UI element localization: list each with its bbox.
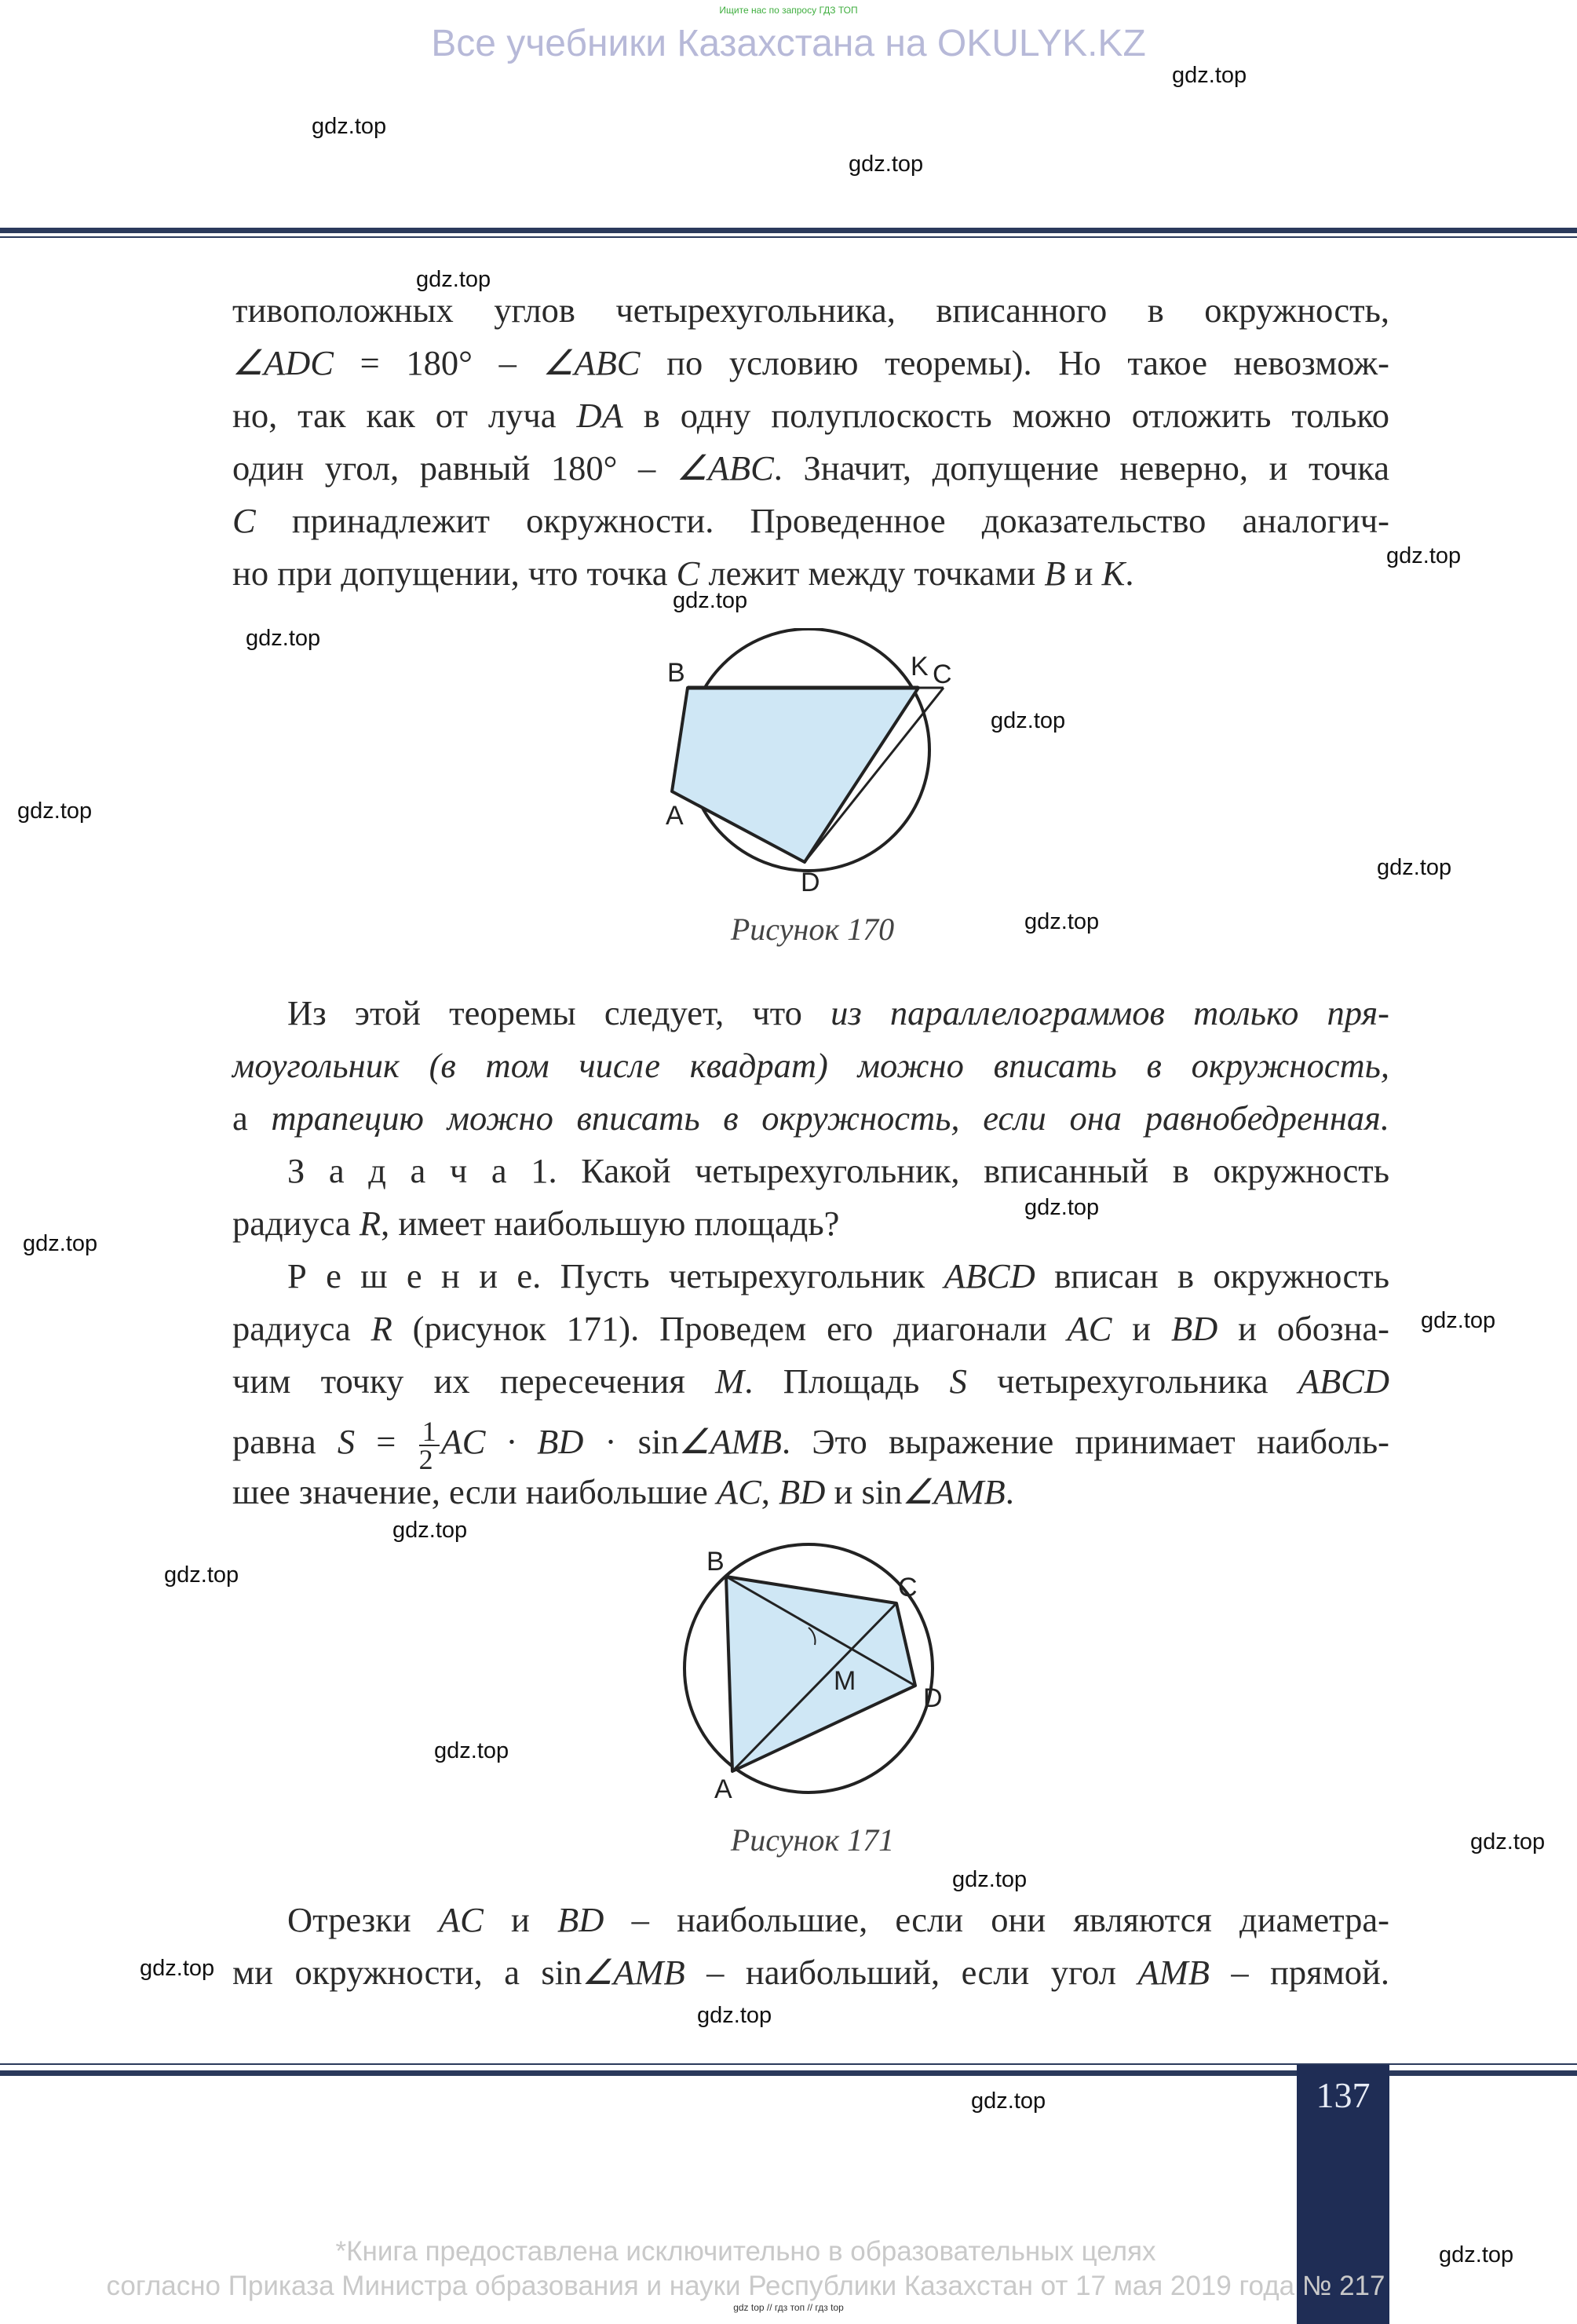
label-c: C [898,1573,918,1602]
fraction: $\frac{1}{2}$ [419,1418,440,1473]
site-title: Все учебники Казахстана на OKULYK.KZ [431,23,1146,64]
text-line: чим точку их пересечения M. Площадь S четырехугольника ABCD [232,1361,1389,1401]
label-d: D [923,1683,943,1713]
watermark: gdz.top [434,1738,509,1763]
text-line: а трапецию можно вписать в окружность, если она равнобедренная. [232,1098,1389,1138]
figure-170-caption: Рисунок 170 [730,912,895,947]
watermark: gdz.top [849,152,924,177]
solution-heading: Р е ш е н и е. Пусть четырехугольник ABCD вписан в окружность [287,1256,1390,1295]
watermark: gdz.top [673,588,748,613]
page-number: 137 [1316,2075,1371,2115]
label-a: A [714,1774,732,1804]
watermark: gdz.top [1024,909,1100,934]
task-heading: З а д а ч а 1. Какой четырехугольник, вписанный в окружность [287,1151,1389,1190]
watermark: gdz.top [1377,855,1452,880]
quadrilateral-abcd [726,1577,915,1771]
label-c: C [933,660,952,689]
watermark: gdz.top [1439,2242,1514,2267]
footer-note: *Книга предоставлена исключительно в образовательных целях [335,2236,1156,2267]
label-b: B [706,1547,725,1577]
search-hint: Ищите нас по запросу ГДЗ ТОП [719,5,858,16]
figure-171-caption: Рисунок 171 [730,1822,895,1858]
watermark: gdz.top [392,1518,468,1543]
footer-small: gdz top // гдз топ // гдз top [733,2302,844,2313]
watermark: gdz.top [1421,1308,1496,1333]
quadrilateral-fill [672,688,918,862]
watermark: gdz.top [971,2088,1046,2114]
label-d: D [801,868,820,897]
label-k: K [911,652,929,681]
figure-170 [644,628,989,903]
label-b: B [667,658,685,688]
watermark: gdz.top [1470,1829,1546,1854]
label-a: A [666,801,684,831]
text-line: ∠ADC = 180° – ∠ABC по условию теоремы). Но такое невозмож- [232,343,1389,382]
watermark: gdz.top [312,114,387,139]
watermark: gdz.top [1024,1195,1100,1220]
text-line: тивоположных углов четырехугольника, вписанного в окружность, [232,290,1389,330]
footer-note: согласно Приказа Министра образования и науки Республики Казахстан от 17 мая 2019 года № 217 [106,2271,1385,2301]
watermark: gdz.top [17,798,93,824]
watermark: gdz.top [246,626,321,651]
header-rule-thin [0,236,1577,238]
text-line: C принадлежит окружности. Проведенное доказательство аналогич- [232,501,1389,540]
watermark: gdz.top [140,1956,215,1981]
text-line: но при допущении, что точка C лежит между точками B и K. [232,554,1134,593]
label-m: M [834,1666,856,1696]
text-line: шее значение, если наибольшие AC, BD и sin∠AMB. [232,1472,1014,1511]
text-line: радиуса R (рисунок 171). Проведем его диагонали AC и BD и обозна- [232,1309,1389,1348]
text-line: но, так как от луча DA в одну полуплоскость можно отложить только [232,396,1389,435]
text-line: радиуса R, имеет наибольшую площадь? [232,1204,840,1243]
watermark: gdz.top [952,1867,1028,1892]
watermark: gdz.top [164,1562,239,1588]
header-rule [0,228,1577,233]
watermark: gdz.top [416,267,491,292]
text-line: моугольник (в том числе квадрат) можно вписать в окружность, [232,1046,1389,1085]
watermark: gdz.top [1386,543,1462,568]
text-line: ми окружности, а sin∠AMB – наибольший, если угол AMB – прямой. [232,1953,1389,1992]
text-line: один угол, равный 180° – ∠ABC. Значит, допущение неверно, и точка [232,448,1389,488]
watermark: gdz.top [23,1231,98,1256]
formula-line: равна S = $\frac{1}{2}$ AC · BD · sin∠AMB. Это выражение принимает наиболь- [232,1415,1389,1475]
figure-171 [659,1539,966,1806]
watermark: gdz.top [991,708,1066,733]
watermark: gdz.top [697,2003,772,2028]
text-line: Из этой теоремы следует, что из параллелограммов только пря- [287,993,1389,1032]
text-line: Отрезки AC и BD – наибольшие, если они являются диаметра- [287,1900,1389,1939]
watermark: gdz.top [1172,63,1247,88]
